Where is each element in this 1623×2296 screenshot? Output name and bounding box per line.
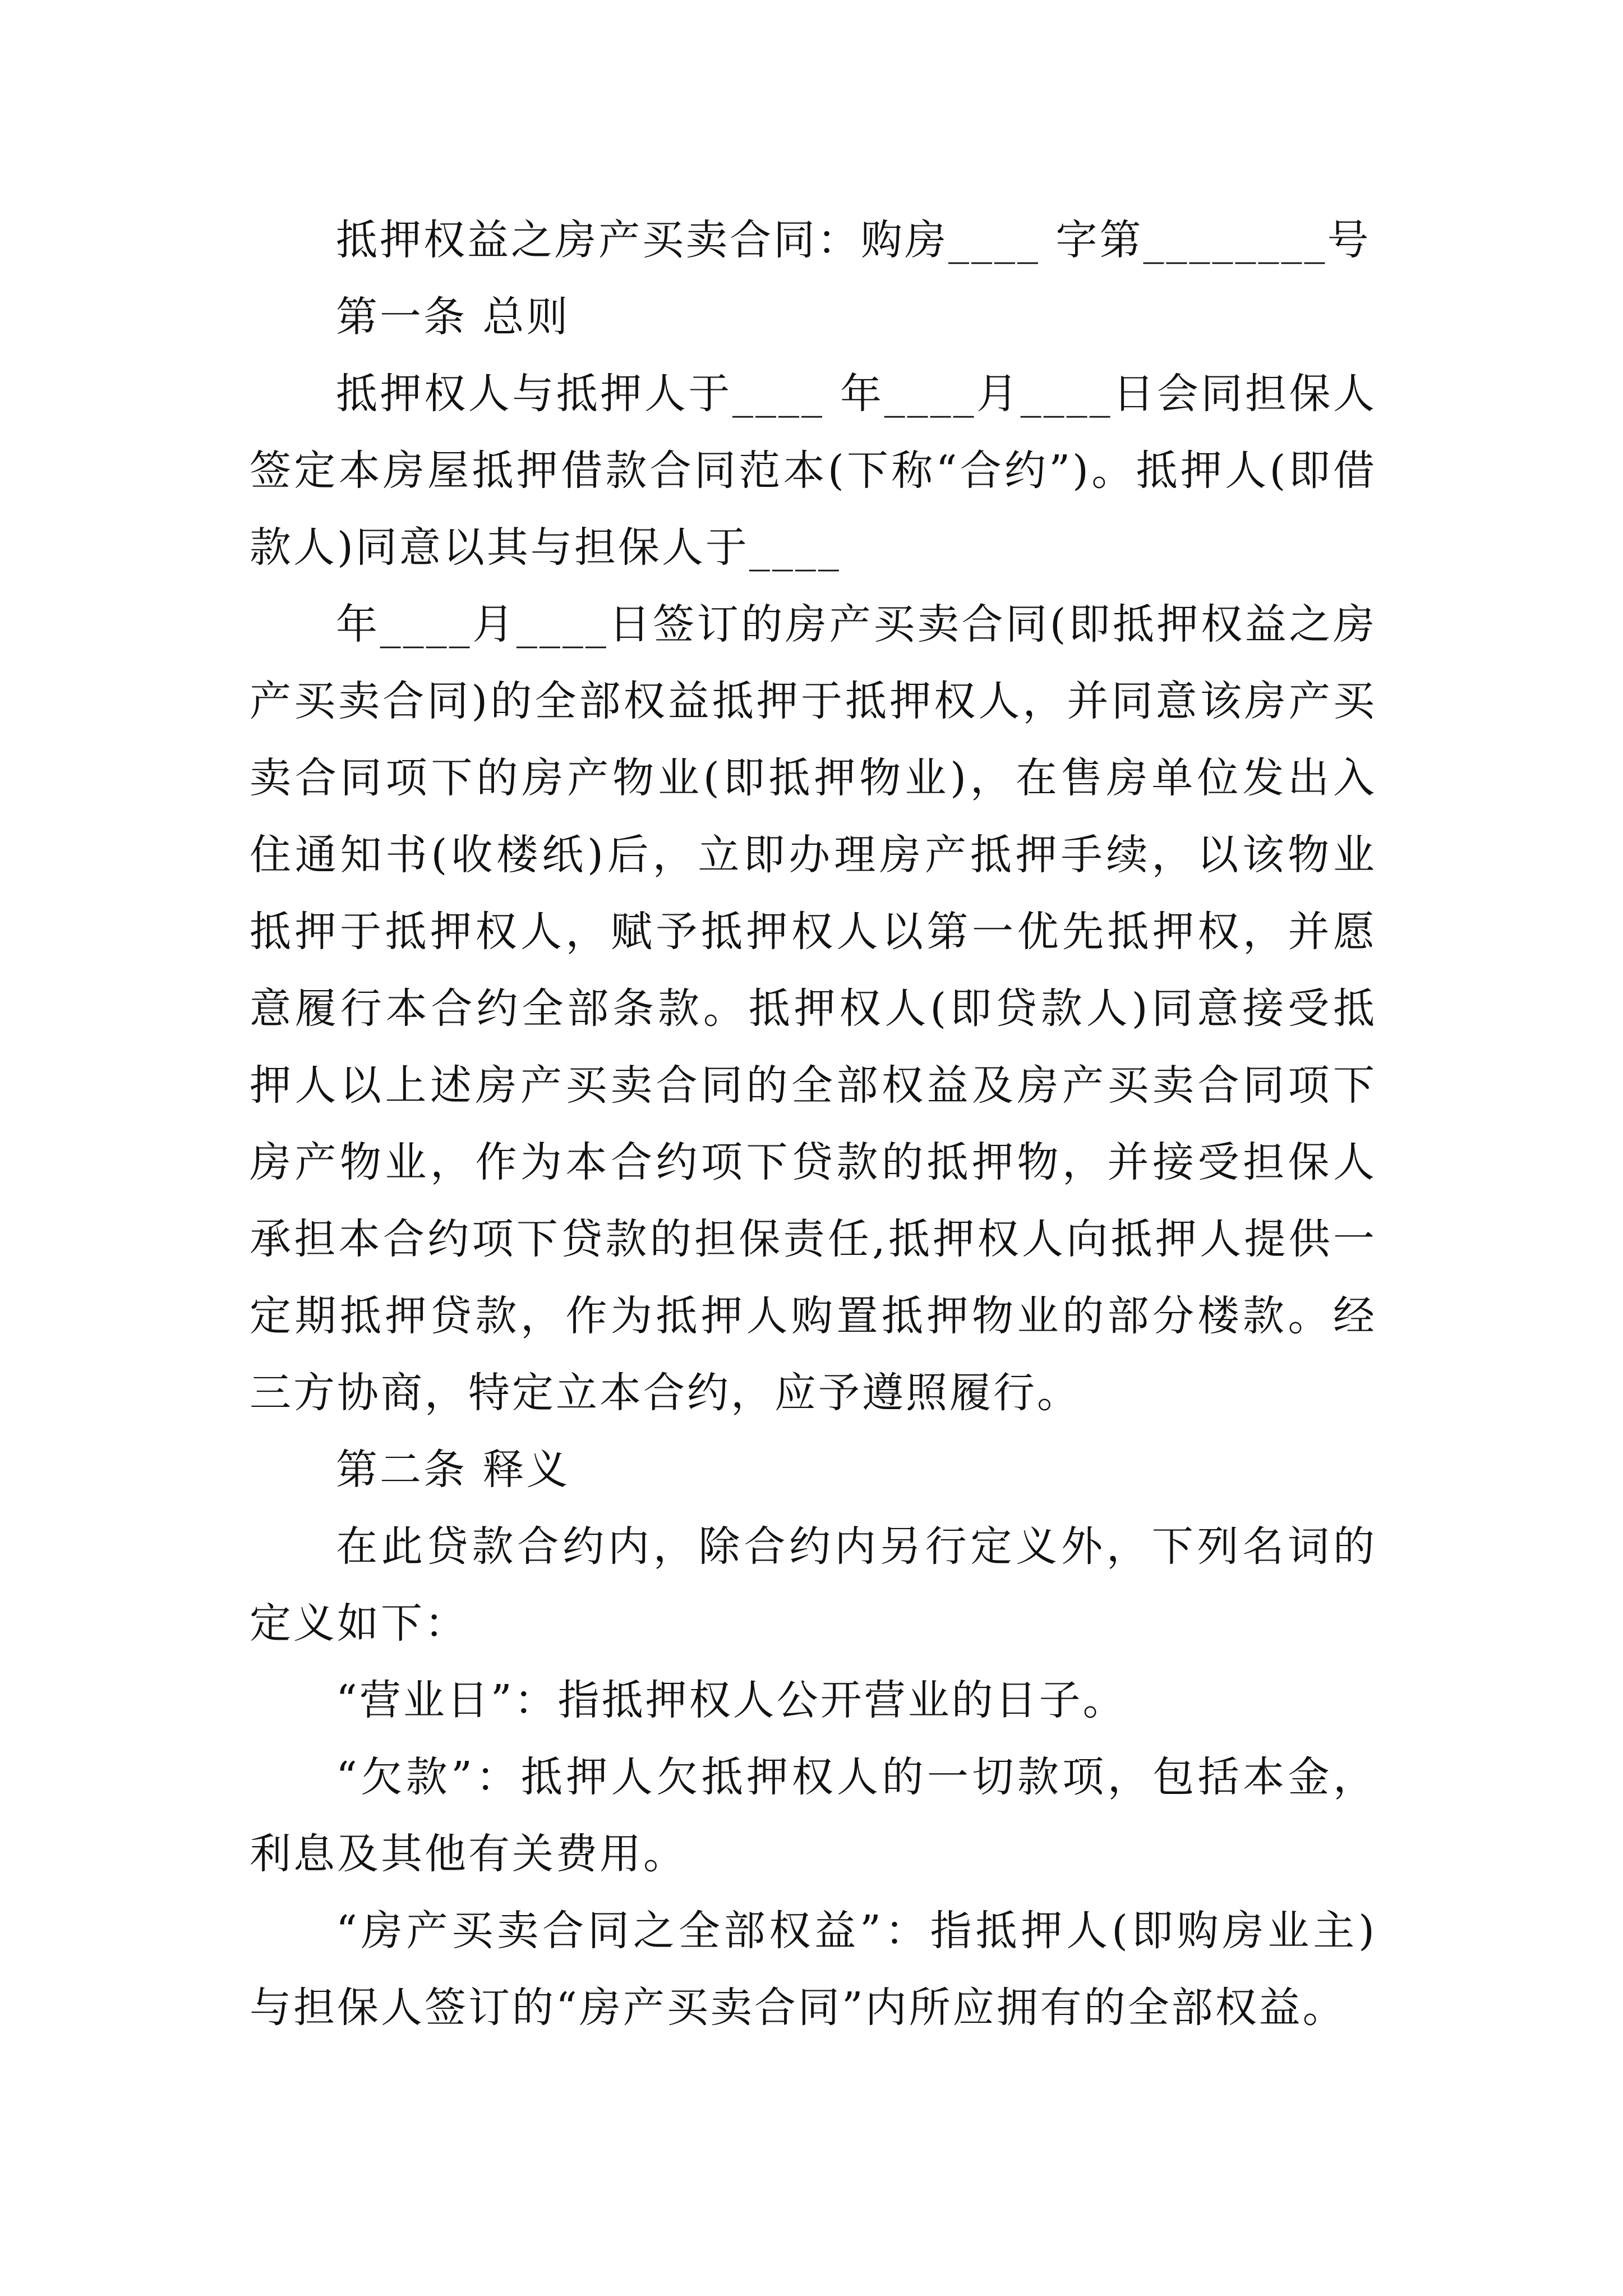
- definition-business-day: “营业日”：指抵押权人公开营业的日子。: [336, 1676, 1127, 1724]
- paragraph-parties: 抵押权人与抵押人于____ 年____月____日会同担保人签定本房屋抵押借款合同范本(下称“合约”)。抵押人(即借款人)同意以其与担保人于____: [250, 370, 1377, 572]
- definition-debt: “欠款”：抵押人欠抵押权人的一切款项，包括本金，利息及其他有关费用。: [250, 1753, 1377, 1878]
- definition-full-rights: “房产买卖合同之全部权益”：指抵押人(即购房业主)与担保人签订的“房产买卖合同”内所应拥有的全部权益。: [250, 1907, 1377, 2032]
- article-2-heading: 第二条 释义: [336, 1446, 570, 1494]
- paragraph-mortgage-terms: 年____月____日签订的房产买卖合同(即抵押权益之房产买卖合同)的全部权益抵押于抵押权人，并同意该房产买卖合同项下的房产物业(即抵押物业)，在售房单位发出入住通知书(收楼纸)后，立即办理房产抵押手续，以该物业抵押于抵押权人，赋予抵押权人以第一优先抵押权，并愿意履行本合约全部条款。抵押权人(即贷款人)同意接受抵押人以上述房产买卖合同的全部权益及房产买卖合同项下房产物业，作为本合约项下贷款的抵押物，并接受担保人承担本合约项下贷款的担保责任,抵押权人向抵押人提供一定期抵押贷款，作为抵押人购置抵押物业的部分楼款。经三方协商，特定立本合约，应予遵照履行。: [250, 600, 1377, 1417]
- contract-title-line: 抵押权益之房产买卖合同：购房____ 字第________号: [336, 216, 1371, 264]
- article-1-heading: 第一条 总则: [336, 293, 570, 341]
- contract-body: [250, 202, 1377, 2046]
- paragraph-definitions-intro: 在此贷款合约内，除合约内另行定义外，下列名词的定义如下：: [250, 1522, 1377, 1648]
